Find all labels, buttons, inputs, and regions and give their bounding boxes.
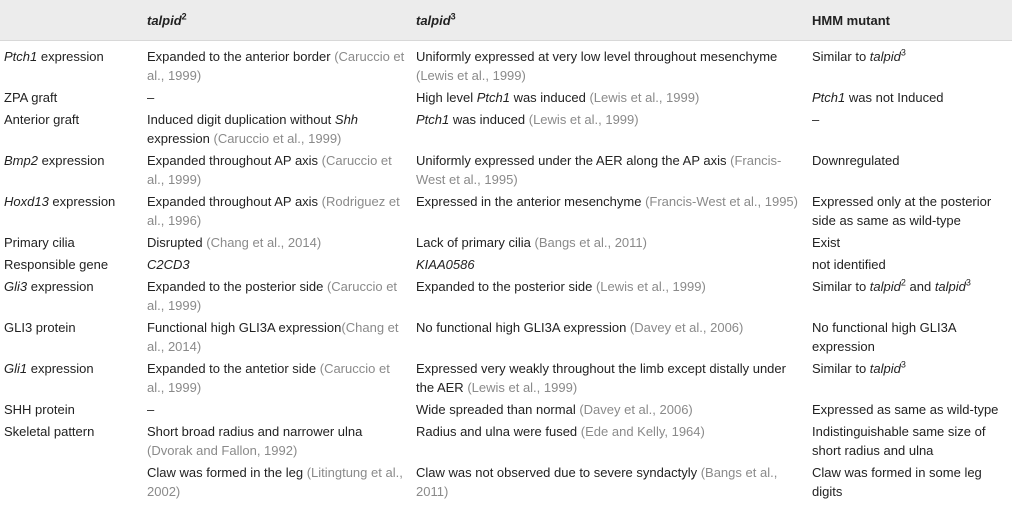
cell-talpid2: – (147, 90, 155, 105)
citation: (Francis-West et al., 1995) (416, 153, 782, 187)
cell-talpid2: C2CD3 (147, 257, 190, 272)
table-row-anterior-graft (0, 108, 1012, 149)
citation: (Bangs et al., 2011) (534, 235, 647, 250)
cell-hmm: Similar to talpid$^2$ and talpid$^3$ (812, 277, 971, 294)
citation: (Ede and Kelly, 1964) (580, 424, 705, 439)
row-label: Anterior graft (4, 112, 80, 127)
row-label: GLI3 protein (4, 320, 76, 335)
cell-talpid3: Claw was not observed due to severe syndactyly (Bangs et al., 2011) (416, 465, 778, 499)
citation: (Caruccio et al., 1999) (147, 153, 392, 187)
cell-talpid2: Expanded to the antetior side (Caruccio et al., 1999) (147, 361, 390, 395)
citation: (Caruccio et al., 1999) (147, 49, 405, 83)
citation: (Chang et al., 2014) (206, 235, 322, 250)
cell-talpid3: Uniformly expressed under the AER along the AP axis (Francis-West et al., 1995) (416, 153, 782, 187)
cell-hmm: Claw was formed in some leg digits (812, 465, 982, 499)
table-row-shh-protein (0, 398, 1012, 420)
cell-talpid2: Short broad radius and narrower ulna (Dvorak and Fallon, 1992) (147, 424, 363, 458)
citation: (Davey et al., 2006) (629, 320, 744, 335)
header-talpid2: talpid$^2$ (143, 0, 412, 41)
cell-talpid2: Expanded throughout AP axis (Caruccio et al., 1999) (147, 153, 392, 187)
cell-talpid3: Ptch1 was induced (Lewis et al., 1999) (416, 112, 639, 127)
cell-talpid2: Disrupted (Chang et al., 2014) (147, 235, 322, 250)
cell-talpid3: Wide spreaded than normal (Davey et al., 2006) (416, 402, 693, 417)
citation: (Dvorak and Fallon, 1992) (147, 443, 298, 458)
citation: (Lewis et al., 1999) (589, 90, 700, 105)
cell-talpid3: Expanded to the posterior side (Lewis et al., 1999) (416, 279, 706, 294)
citation: (Bangs et al., 2011) (416, 465, 778, 499)
cell-hmm: Similar to talpid$^3$ (812, 359, 906, 376)
row-label: Responsible gene (4, 257, 109, 272)
cell-hmm: – (812, 112, 820, 127)
row-label: Hoxd13 expression (4, 194, 116, 209)
cell-hmm: Expressed only at the posterior side as same as wild-type (812, 194, 992, 228)
row-label: Primary cilia (4, 235, 75, 250)
cell-talpid3: No functional high GLI3A expression (Davey et al., 2006) (416, 320, 744, 335)
row-label: SHH protein (4, 402, 75, 417)
cell-hmm: Ptch1 was not Induced (812, 90, 944, 105)
table-row-primary-cilia (0, 231, 1012, 253)
citation: (Caruccio et al., 1999) (147, 279, 398, 313)
row-label: Gli1 expression (4, 361, 94, 376)
cell-talpid3: Expressed in the anterior mesenchyme (Francis-West et al., 1995) (416, 194, 798, 209)
citation: (Lewis et al., 1999) (467, 380, 578, 395)
table-row-gli3-protein (0, 316, 1012, 357)
cell-hmm: Downregulated (812, 153, 900, 168)
citation: (Caruccio et al., 1999) (147, 361, 390, 395)
cell-hmm: Exist (812, 235, 841, 250)
cell-hmm: Similar to talpid$^3$ (812, 47, 906, 64)
cell-hmm: Indistinguishable same size of short radius and ulna (812, 424, 986, 458)
cell-talpid2: Expanded to the anterior border (Caruccio et al., 1999) (147, 49, 405, 83)
cell-talpid3: Expressed very weakly throughout the limb except distally under the AER (Lewis et al., 1999) (416, 361, 786, 395)
cell-talpid3: Radius and ulna were fused (Ede and Kelly, 1964) (416, 424, 705, 439)
citation: (Lewis et al., 1999) (528, 112, 639, 127)
cell-hmm: Expressed as same as wild-type (812, 402, 999, 417)
cell-talpid2: Claw was formed in the leg (Litingtung et al., 2002) (147, 465, 403, 499)
row-label: Skeletal pattern (4, 424, 95, 439)
citation: (Lewis et al., 1999) (595, 279, 706, 294)
cell-talpid3: KIAA0586 (416, 257, 475, 272)
cell-talpid2: – (147, 402, 155, 417)
citation: (Davey et al., 2006) (579, 402, 693, 417)
cell-talpid3: Uniformly expressed at very low level throughout mesenchyme (Lewis et al., 1999) (416, 49, 778, 83)
table-row-responsible-gene (0, 253, 1012, 275)
table-row-ptch1 (0, 41, 1012, 87)
row-label: ZPA graft (4, 90, 58, 105)
header-empty (0, 0, 143, 41)
table-row-claw (0, 461, 1012, 502)
cell-hmm: No functional high GLI3A expression (812, 320, 956, 354)
cell-talpid2: Expanded to the posterior side (Caruccio et al., 1999) (147, 279, 398, 313)
table-row-skeletal-pattern (0, 420, 1012, 461)
cell-talpid2: Expanded throughout AP axis (Rodriguez et al., 1996) (147, 194, 400, 228)
table-row-gli1 (0, 357, 1012, 398)
cell-talpid2: Induced digit duplication without Shh expression (Caruccio et al., 1999) (147, 112, 359, 146)
citation: (Francis-West et al., 1995) (645, 194, 798, 209)
header-row (0, 0, 1012, 41)
cell-hmm: not identified (812, 257, 886, 272)
citation: (Caruccio et al., 1999) (213, 131, 342, 146)
row-label: Ptch1 expression (4, 49, 104, 64)
citation: (Chang et al., 2014) (147, 320, 399, 354)
row-label (0, 461, 143, 502)
cell-talpid3: High level Ptch1 was induced (Lewis et al., 1999) (416, 90, 700, 105)
cell-talpid2: Functional high GLI3A expression(Chang et al., 2014) (147, 320, 399, 354)
row-label: Bmp2 expression (4, 153, 105, 168)
table-row-zpa-graft (0, 86, 1012, 108)
header-hmm-mutant: HMM mutant (808, 0, 1012, 41)
citation: (Litingtung et al., 2002) (147, 465, 403, 499)
citation: (Lewis et al., 1999) (416, 68, 526, 83)
cell-talpid3: Lack of primary cilia (Bangs et al., 2011) (416, 235, 647, 250)
header-talpid3: talpid$^3$ (412, 0, 808, 41)
row-label: Gli3 expression (4, 279, 94, 294)
citation: (Rodriguez et al., 1996) (147, 194, 400, 228)
table-row-bmp2 (0, 149, 1012, 190)
table-row-gli3 (0, 275, 1012, 316)
table-row-hoxd13 (0, 190, 1012, 231)
